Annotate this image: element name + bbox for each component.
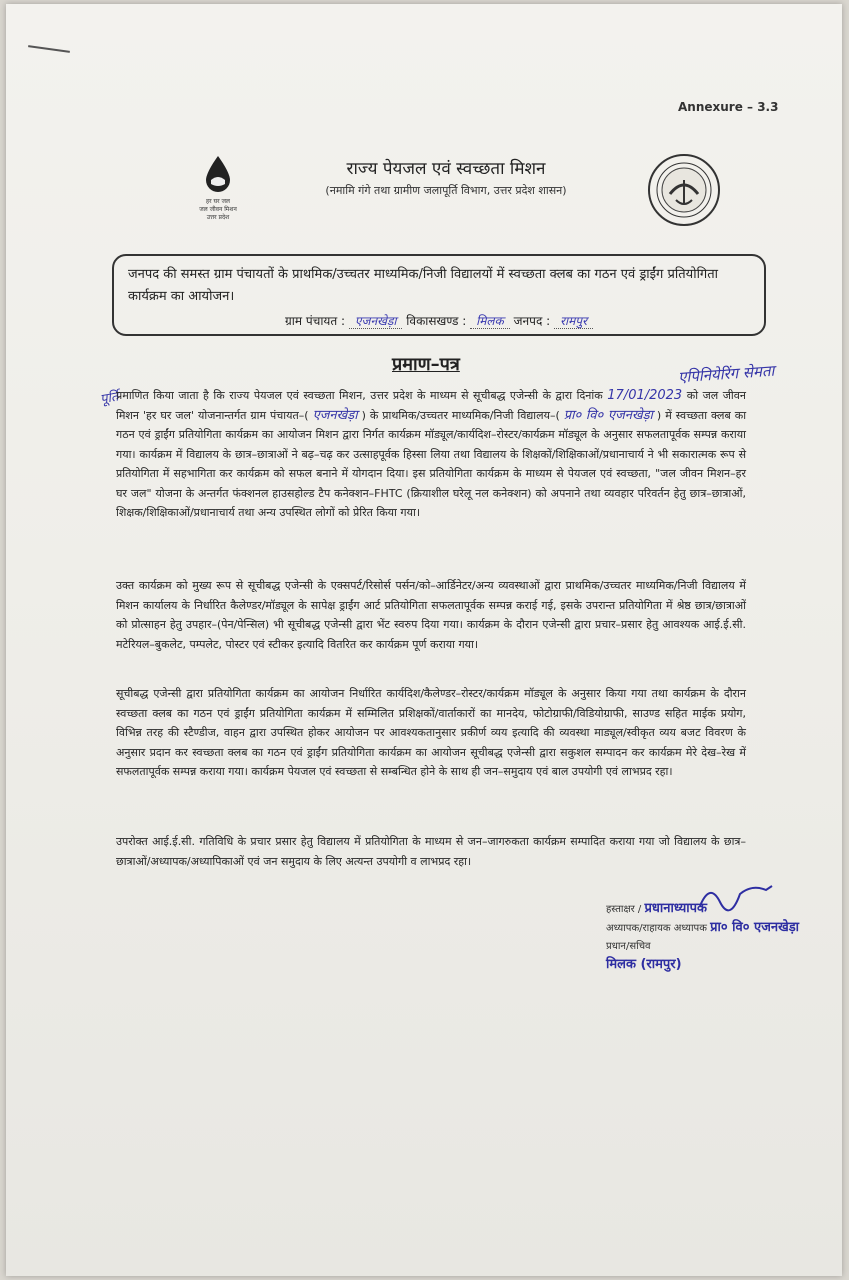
subject-box xyxy=(112,254,766,336)
paragraph-1 xyxy=(116,386,746,523)
p1-part-e: ) में स्वच्छता क्लब का गठन एवं ड्राईंग प्रतियोगिता कार्यक्रम का आयोजन मिशन द्वारा निर्गत कार्यक्रम मॉड्यूल/कार्यदिश–रोस्टर/कार्यक्रम मॉड्यूल के अनुसार सफलतापूर्वक सम्पन्न कराया गया। कार्यक्रम में विद्यालय के छात्र–छात्राओं ने बढ़–चढ़ कर उत्साहपूर्वक हिस्सा लिया तथा विद्यालय के शिक्षकों/शिक्षिकाओं/प्रधानाचार्य ने भी सकारात्मक रूप से प्रतियोगिता में सहभागिता कर कार्यक्रम को सफल बनाने में योगदान दिया। इस प्रतियोगिता कार्यक्रम के माध्यम से पेयजल एवं स्वच्छता, "जल जीवन मिशन–हर घर जल" योजना के अन्तर्गत फंक्शनल हाउसहोल्ड टैप कनेक्शन–FHTC (क्रियाशील घरेलू नल कनेक्शन) को अपनाने तथा व्यवहार परिवर्तन हेतु छात्र–छात्राओं, शिक्षक/शिक्षिकाओं/प्रधानाचार्य तथा अन्य उपस्थित लोगों को प्रेरित किया गया। xyxy=(116,408,747,519)
p1-part-d: ) के प्राथमिक/उच्चतर माध्यमिक/निजी विद्यालय–( xyxy=(361,408,560,422)
handwritten-agency: एपिनियेरिंग सेमता xyxy=(677,361,775,387)
gp-label: ग्राम पंचायत : xyxy=(285,314,346,328)
water-drop-icon xyxy=(203,154,233,194)
logo-caption-1: हर घर जल xyxy=(206,198,230,205)
p1-part-b: के द्वारा दिनांक xyxy=(542,389,603,402)
paragraph-3: सूचीबद्ध एजेन्सी द्वारा प्रतियोगिता कार्यक्रम का आयोजन निर्धारित कार्यदिश/कैलेण्डर–रोस्टर/कार्यक्रम मॉड्यूल के अनुसार किया गया तथा कार्यक्रम के दौरान स्वच्छता क्लब का गठन एवं ड्राईंग प्रतियोगिता कार्यक्रम में सम्मिलित प्रशिक्षकों/वार्ताकारों का मानदेय, फोटोग्राफी/विडियोग्राफी, साउण्ड सहित माईक प्रयोग, विभिन्न तरह की स्टैण्डीज, वाहन द्वारा उपस्थित होकर आयोजन पर आवश्यकतानुसार प्रकीर्ण व्यय इत्यादि की व्यवस्था माड्यूल/स्वीकृत व्यय बजट विवरण के अनुसार प्रदान कर स्वच्छता क्लब का गठन एवं ड्राईंग प्रतियोगिता कार्यक्रम का आयोजन सूचीबद्ध एजेन्सी द्वारा सकुशल सम्पादन कर कार्यक्रम मेरे देख–रेख में सफलतापूर्वक सम्पन्न कराया गया। कार्यक्रम पेयजल एवं स्वच्छता से सम्बन्धित होने के साथ ही जन–समुदाय एवं बाल उपयोगी एवं लाभप्रद रहा। xyxy=(116,687,746,778)
location-row xyxy=(128,310,750,332)
certificate-page xyxy=(6,4,842,1276)
up-government-emblem-icon xyxy=(646,152,722,228)
paragraph-2: उक्त कार्यक्रम को मुख्य रूप से सूचीबद्ध एजेन्सी के एक्सपर्ट/रिसोर्स पर्सन/को–आर्डिनेटर/अन्य व्यवस्थाओं द्वारा प्राथमिक/उच्चतर माध्यमिक/निजी विद्यालय में मिशन कार्यालय के निर्धारित कैलेण्डर/मॉड्यूल के सापेक्ष ड्राईंग आर्ट प्रतियोगिता सफलतापूर्वक सम्पन्न कराई गई, इसके उपरान्त प्रतियोगिता में श्रेष्ठ छात्र/छात्राओं को प्रोत्साहन हेतु उपहार–(पेन/पेन्सिल) भी सूचीबद्ध एजेन्सी द्वारा भेंट स्वरुप दिया गया। कार्यक्रम के दौरान एजेन्सी द्वारा प्रचार–प्रसार हेतु आवश्यक आई.ई.सी. मटेरियल–बुकलेट, पम्पलेट, पोस्टर एवं स्टीकर इत्यादि वितरित कर कार्यक्रम पूर्ण कराया गया। xyxy=(116,579,746,651)
handwritten-panchayat: एजनखेड़ा xyxy=(312,407,358,423)
signature-block: हस्ताक्षर / प्रधानाध्यापक अध्यापक/राहायक अध्यापक प्रा० वि० एजनखेड़ा प्रधान/सचिव मिलक (रामपुर) xyxy=(606,900,806,974)
pen-mark xyxy=(28,45,70,53)
header xyxy=(256,156,636,198)
block-value: मिलक xyxy=(470,314,510,329)
stamp-designation: प्रधानाध्यापक xyxy=(644,901,707,916)
block-label: विकासखण्ड : xyxy=(406,314,467,328)
logo-caption-2: जल जीवन मिशन xyxy=(199,206,237,213)
head-secretary-label: प्रधान/सचिव xyxy=(606,941,651,952)
annexure-label: Annexure – 3.3 xyxy=(678,100,779,114)
handwritten-school: प्रा० वि० एजनखेड़ा xyxy=(563,407,653,423)
jal-jeevan-mission-logo xyxy=(186,154,250,234)
paragraph-4: उपरोक्त आई.ई.सी. गतिविधि के प्रचार प्रसार हेतु विद्यालय में प्रतियोगिता के माध्यम से जन–जागरुकता कार्यक्रम सम्पादित कराया गया जो विद्यालय के छात्र–छात्राओं/अध्यापक/अध्यापिकाओं एवं जन समुदाय के लिए अत्यन्त उपयोगी व लाभप्रद रहा। xyxy=(116,835,746,868)
handwritten-left-note: पूर्ति xyxy=(99,389,120,408)
p1-part-c: को जल जीवन मिशन 'हर घर जल' योजनान्तर्गत ग्राम पंचायत–( xyxy=(116,389,746,422)
district-label: जनपद : xyxy=(513,314,551,328)
stamp-school: प्रा० वि० एजनखेड़ा xyxy=(710,920,800,935)
dept-name: (नमामि गंगे तथा ग्रामीण जलापूर्ति विभाग, उत्तर प्रदेश शासन) xyxy=(325,184,567,197)
stamp-location: मिलक (रामपुर) xyxy=(606,957,682,972)
district-value: रामपुर xyxy=(554,314,593,329)
certificate-title: प्रमाण–पत्र xyxy=(392,354,460,375)
logo-caption-3: उत्तर प्रदेश xyxy=(206,214,230,221)
gp-value: एजनखेड़ा xyxy=(349,314,403,329)
handwritten-date: 17/01/2023 xyxy=(607,388,683,403)
subject-text: जनपद की समस्त ग्राम पंचायतों के प्राथमिक/उच्चतर माध्यमिक/निजी विद्यालयों में स्वच्छता क्लब का गठन एवं ड्राईंग प्रतियोगिता कार्यक्रम का आयोजन। xyxy=(128,267,719,304)
org-name: राज्य पेयजल एवं स्वच्छता मिशन xyxy=(346,159,546,179)
p1-part-a: प्रमाणित किया जाता है कि राज्य पेयजल एवं स्वच्छता मिशन, उत्तर प्रदेश के माध्यम से सूचीबद्ध एजेन्सी xyxy=(116,389,539,402)
sign-label: हस्ताक्षर xyxy=(606,904,635,915)
teacher-label: अध्यापक/राहायक अध्यापक xyxy=(606,923,707,934)
